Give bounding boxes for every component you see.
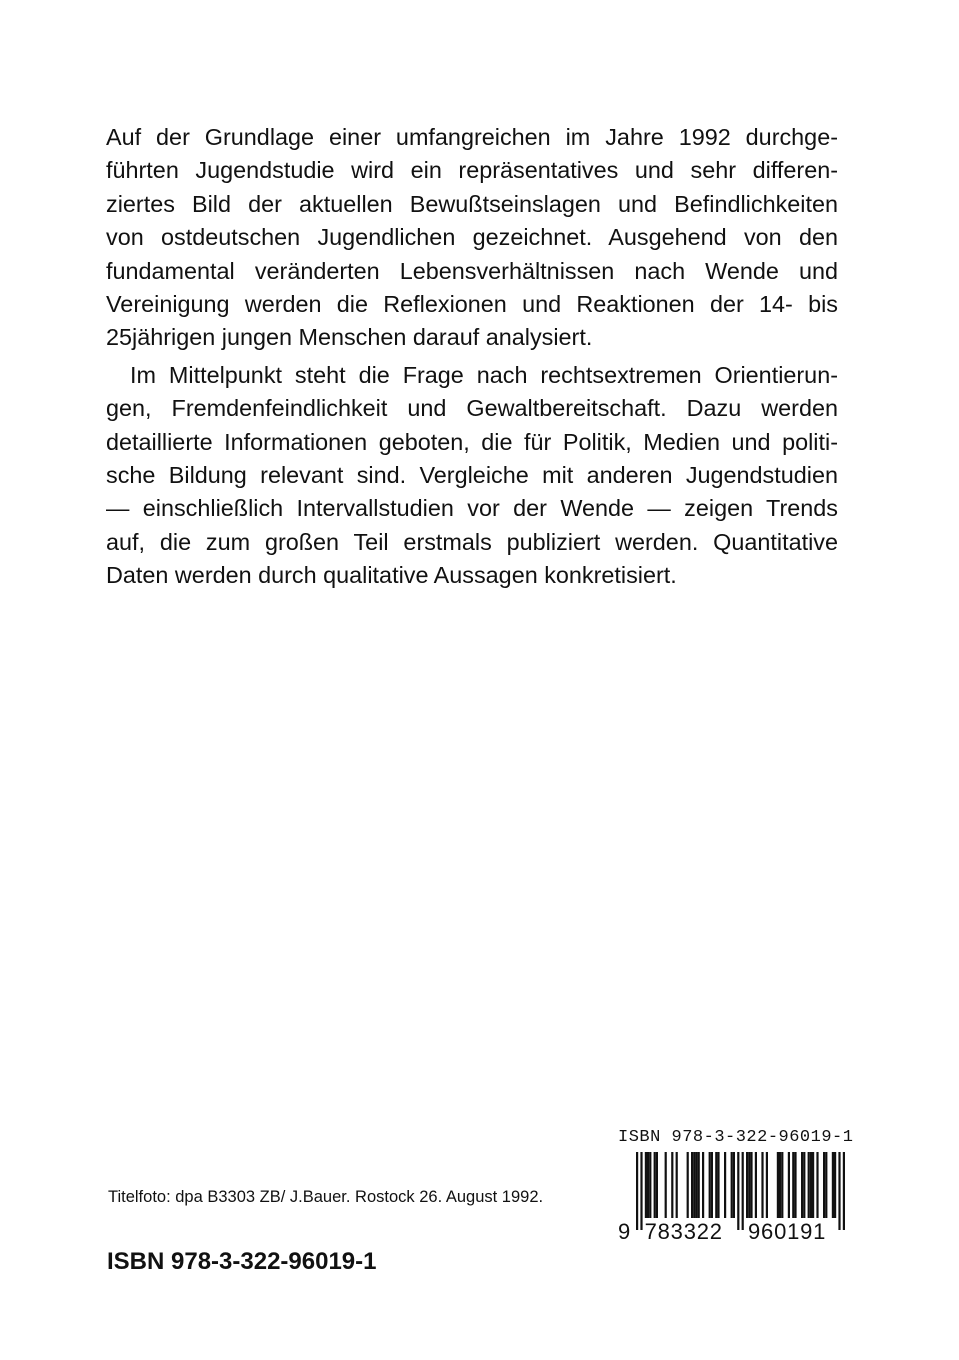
blurb-paragraph-2 — [106, 359, 838, 593]
barcode-bar — [731, 1152, 733, 1218]
blurb-line: Vereinigung werden die Reflexionen und Reaktionen der 14- bis — [106, 290, 838, 317]
barcode-bar — [812, 1152, 814, 1218]
isbn-label: ISBN 978-3-322-96019-1 — [107, 1248, 377, 1275]
barcode-bar — [695, 1152, 697, 1218]
barcode-bar — [810, 1152, 812, 1218]
blurb-line: führten Jugendstudie wird ein repräsentatives und sehr differen- — [106, 157, 838, 184]
barcode-bar — [665, 1152, 667, 1218]
barcode-bar — [691, 1152, 693, 1218]
barcode-bar — [709, 1152, 711, 1218]
barcode-bar — [838, 1152, 840, 1230]
blurb-line: — einschließlich Intervallstudien vor der Wende — zeigen Trends — [106, 495, 838, 522]
barcode-bar — [755, 1152, 757, 1218]
blurb-line: Auf der Grundlage einer umfangreichen im Jahre 1992 durchge- — [106, 124, 838, 150]
barcode-right-digits: 960191 — [748, 1219, 827, 1244]
barcode-bar — [779, 1152, 781, 1218]
barcode-bar — [781, 1152, 783, 1218]
blurb-line: auf, die zum großen Teil erstmals publiziert werden. Quantitative — [106, 528, 838, 555]
barcode-bar — [711, 1152, 713, 1218]
barcode-bar — [693, 1152, 695, 1218]
barcode-bar — [777, 1152, 779, 1218]
barcode-bar — [671, 1152, 673, 1218]
barcode-bar — [832, 1152, 834, 1218]
cover-photo-credit: Titelfoto: dpa B3303 ZB/ J.Bauer. Rostock 26. August 1992. — [108, 1188, 544, 1206]
barcode-bar — [816, 1152, 818, 1218]
barcode-bar — [742, 1152, 744, 1230]
blurb-line: fundamental veränderten Lebensverhältnissen nach Wende und — [106, 257, 838, 284]
barcode-bar — [843, 1152, 845, 1230]
barcode-bar — [823, 1152, 825, 1218]
barcode-isbn-text: ISBN 978-3-322-96019-1 — [618, 1128, 854, 1147]
barcode-bar — [746, 1152, 748, 1218]
blurb-line: gen, Fremdenfeindlichkeit und Gewaltbereitschaft. Dazu werden — [106, 395, 838, 422]
barcode-bar — [724, 1152, 726, 1218]
barcode-bar — [794, 1152, 796, 1218]
barcode-bar — [698, 1152, 700, 1218]
blurb-line: detaillierte Informationen geboten, die für Politik, Medien und politi- — [106, 428, 838, 455]
barcode-bar — [676, 1152, 678, 1218]
barcode-bar — [687, 1152, 689, 1218]
barcode-bar — [801, 1152, 803, 1218]
blurb-text — [106, 121, 838, 592]
barcode-bar — [656, 1152, 658, 1218]
blurb-line: von ostdeutschen Jugendlichen gezeichnet. Ausgehend von den — [106, 224, 838, 251]
barcode-bar — [733, 1152, 735, 1218]
barcode-bar — [715, 1152, 717, 1218]
blurb-line: sche Bildung relevant sind. Vergleiche mit anderen Jugendstudien — [106, 461, 838, 488]
barcode-bar — [761, 1152, 763, 1218]
barcode-left-digits: 783322 — [644, 1219, 723, 1244]
barcode-bar — [825, 1152, 827, 1218]
barcode-bar — [647, 1152, 649, 1218]
blurb-line: Im Mittelpunkt steht die Frage nach rechtsextremen Orientierun- — [130, 361, 838, 388]
barcode-bar — [750, 1152, 752, 1218]
barcode-first-digit: 9 — [618, 1219, 631, 1244]
barcode-bar — [803, 1152, 805, 1218]
blurb-line: Daten werden durch qualitative Aussagen konkretisiert. — [106, 562, 677, 589]
barcode-bar — [640, 1152, 642, 1230]
barcode-bar — [748, 1152, 750, 1218]
barcode-bar — [808, 1152, 810, 1218]
barcode-bar — [788, 1152, 790, 1218]
blurb-line: 25jährigen jungen Menschen darauf analysiert. — [106, 324, 593, 351]
barcode-bar — [654, 1152, 656, 1218]
ean-barcode — [614, 1128, 858, 1268]
barcode-bar — [649, 1152, 651, 1218]
blurb-paragraph-1 — [106, 121, 838, 355]
barcode-bar — [766, 1152, 768, 1218]
barcode-bar — [717, 1152, 719, 1218]
barcode-bar — [636, 1152, 638, 1230]
barcode-bar — [645, 1152, 647, 1218]
barcode-bar — [702, 1152, 704, 1218]
barcode-bar — [737, 1152, 739, 1230]
barcode-bar — [834, 1152, 836, 1218]
barcode-bar — [792, 1152, 794, 1218]
blurb-line: ziertes Bild der aktuellen Bewußtseinslagen und Befindlichkeiten — [106, 190, 838, 217]
